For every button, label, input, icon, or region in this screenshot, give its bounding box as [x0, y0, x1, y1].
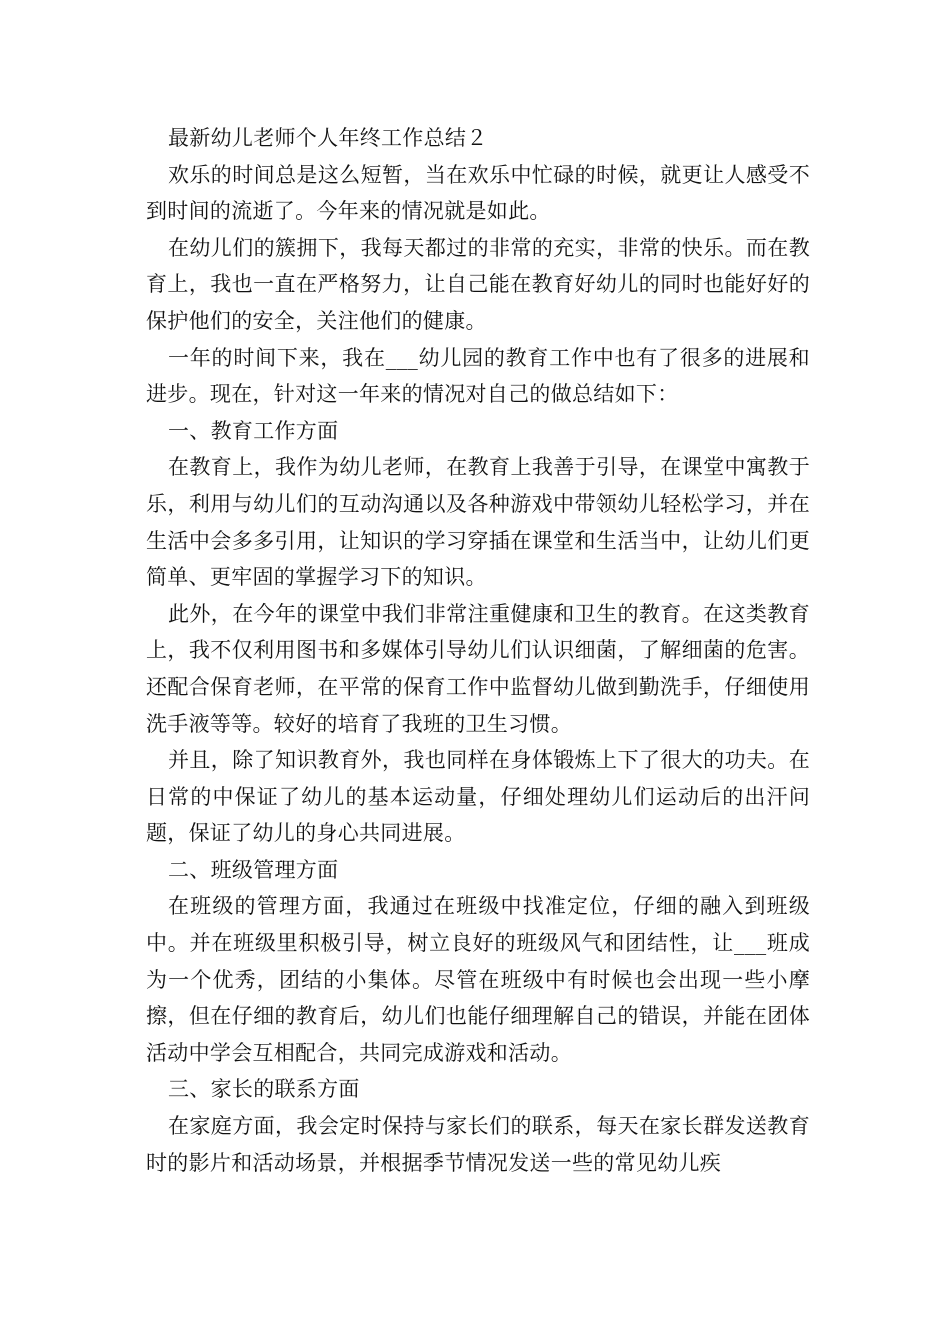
paragraph: 欢乐的时间总是这么短暂，当在欢乐中忙碌的时候，就更让人感受不到时间的流逝了。今年来的情况就是如此。 [146, 162, 810, 224]
section-heading: 二、班级管理方面 [168, 857, 339, 882]
paragraph: 在幼儿们的簇拥下，我每天都过的非常的充实，非常的快乐。而在教育上，我也一直在严格努力，让自己能在教育好幼儿的同时也能好好的保护他们的安全，关注他们的健康。 [146, 235, 810, 333]
document-body [146, 120, 810, 1181]
section-heading: 一、教育工作方面 [168, 418, 339, 443]
document-title: 最新幼儿老师个人年终工作总结２ [168, 126, 488, 150]
paragraph: 并且，除了知识教育外，我也同样在身体锻炼上下了很大的功夫。在日常的中保证了幼儿的基本运动量，仔细处理幼儿们运动后的出汗问题，保证了幼儿的身心共同进展。 [146, 748, 810, 846]
paragraph: 在教育上，我作为幼儿老师，在教育上我善于引导，在课堂中寓教于乐，利用与幼儿们的互动沟通以及各种游戏中带领幼儿轻松学习，并在生活中会多多引用，让知识的学习穿插在课堂和生活当中，让幼儿们更简单、更牢固的掌握学习下的知识。 [146, 455, 810, 590]
paragraph: 一年的时间下来，我在___幼儿园的教育工作中也有了很多的进展和进步。现在，针对这一年来的情况对自己的做总结如下： [146, 345, 810, 407]
section-heading: 三、家长的联系方面 [168, 1077, 360, 1102]
paragraph: 此外，在今年的课堂中我们非常注重健康和卫生的教育。在这类教育上，我不仅利用图书和多媒体引导幼儿们认识细菌，了解细菌的危害。还配合保育老师，在平常的保育工作中监督幼儿做到勤洗手，仔细使用洗手液等等。较好的培育了我班的卫生习惯。 [146, 601, 810, 736]
paragraph: 在班级的管理方面，我通过在班级中找准定位，仔细的融入到班级中。并在班级里积极引导，树立良好的班级风气和团结性，让___班成为一个优秀，团结的小集体。尽管在班级中有时候也会出现一些小摩擦，但在仔细的教育后，幼儿们也能仔细理解自己的错误，并能在团体活动中学会互相配合，共同完成游戏和活动。 [146, 894, 810, 1065]
paragraph: 在家庭方面，我会定时保持与家长们的联系，每天在家长群发送教育时的影片和活动场景，并根据季节情况发送一些的常见幼儿疾 [146, 1114, 810, 1175]
